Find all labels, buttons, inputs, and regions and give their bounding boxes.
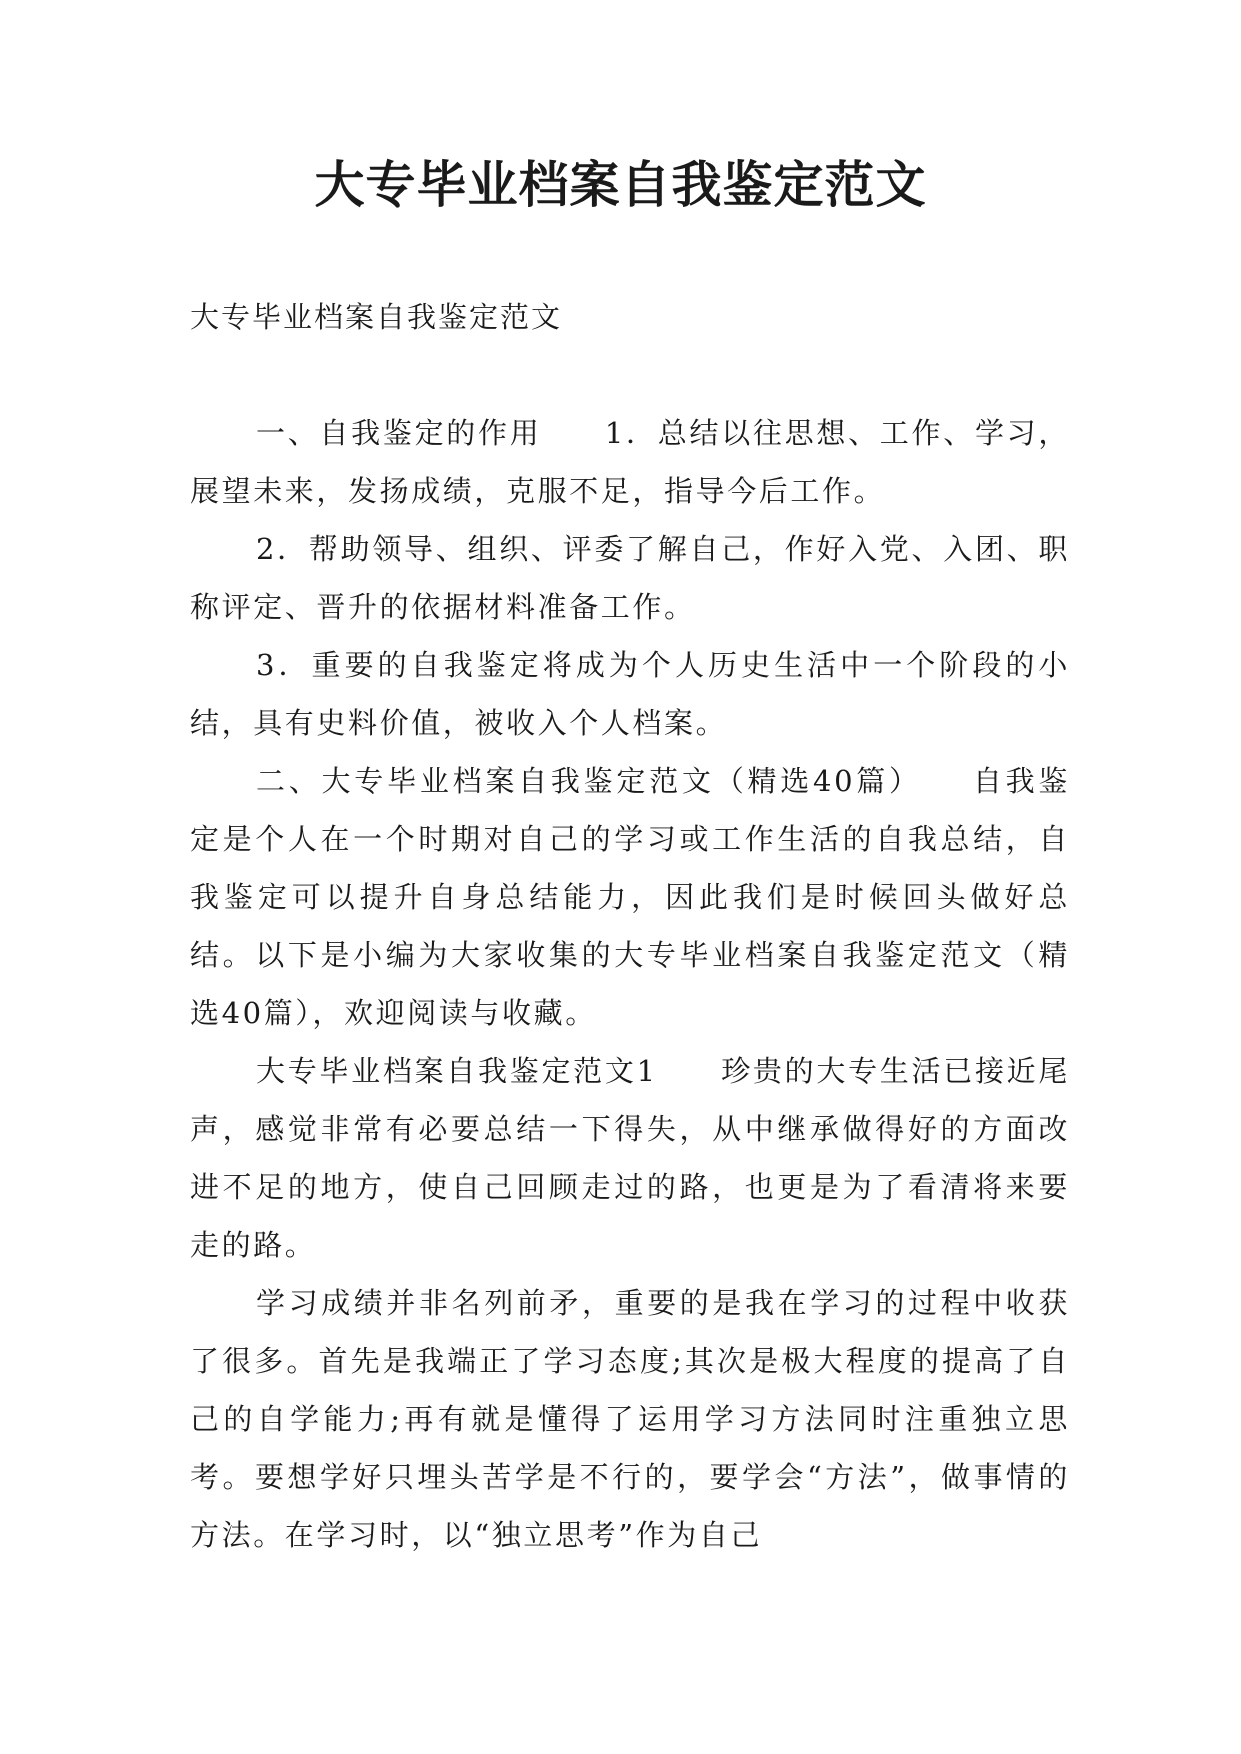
document-body [190, 404, 1070, 1564]
paragraph: 2．帮助领导、组织、评委了解自己，作好入党、入团、职称评定、晋升的依据材料准备工作。 [190, 532, 1070, 624]
paragraph: 二、大专毕业档案自我鉴定范文（精选40篇） 自我鉴定是个人在一个时期对自己的学习或工作生活的自我总结，自我鉴定可以提升自身总结能力，因此我们是时候回头做好总结。以下是小编为大家收集的大专毕业档案自我鉴定范文（精选40篇），欢迎阅读与收藏。 [190, 764, 1070, 1030]
paragraph: 一、自我鉴定的作用 1．总结以往思想、工作、学习，展望未来，发扬成绩，克服不足，指导今后工作。 [190, 416, 1070, 508]
document-subtitle: 大专毕业档案自我鉴定范文 [190, 300, 563, 334]
paragraph: 3．重要的自我鉴定将成为个人历史生活中一个阶段的小结，具有史料价值，被收入个人档案。 [190, 648, 1070, 740]
document-title: 大专毕业档案自我鉴定范文 [314, 155, 927, 214]
paragraph: 学习成绩并非名列前矛，重要的是我在学习的过程中收获了很多。首先是我端正了学习态度;其次是极大程度的提高了自己的自学能力;再有就是懂得了运用学习方法同时注重独立思考。要想学好只埋头苦学是不行的，要学会“方法”，做事情的方法。在学习时，以“独立思考”作为自己 [190, 1286, 1070, 1552]
paragraph: 大专毕业档案自我鉴定范文1 珍贵的大专生活已接近尾声，感觉非常有必要总结一下得失，从中继承做得好的方面改进不足的地方，使自己回顾走过的路，也更是为了看清将来要走的路。 [190, 1054, 1070, 1262]
